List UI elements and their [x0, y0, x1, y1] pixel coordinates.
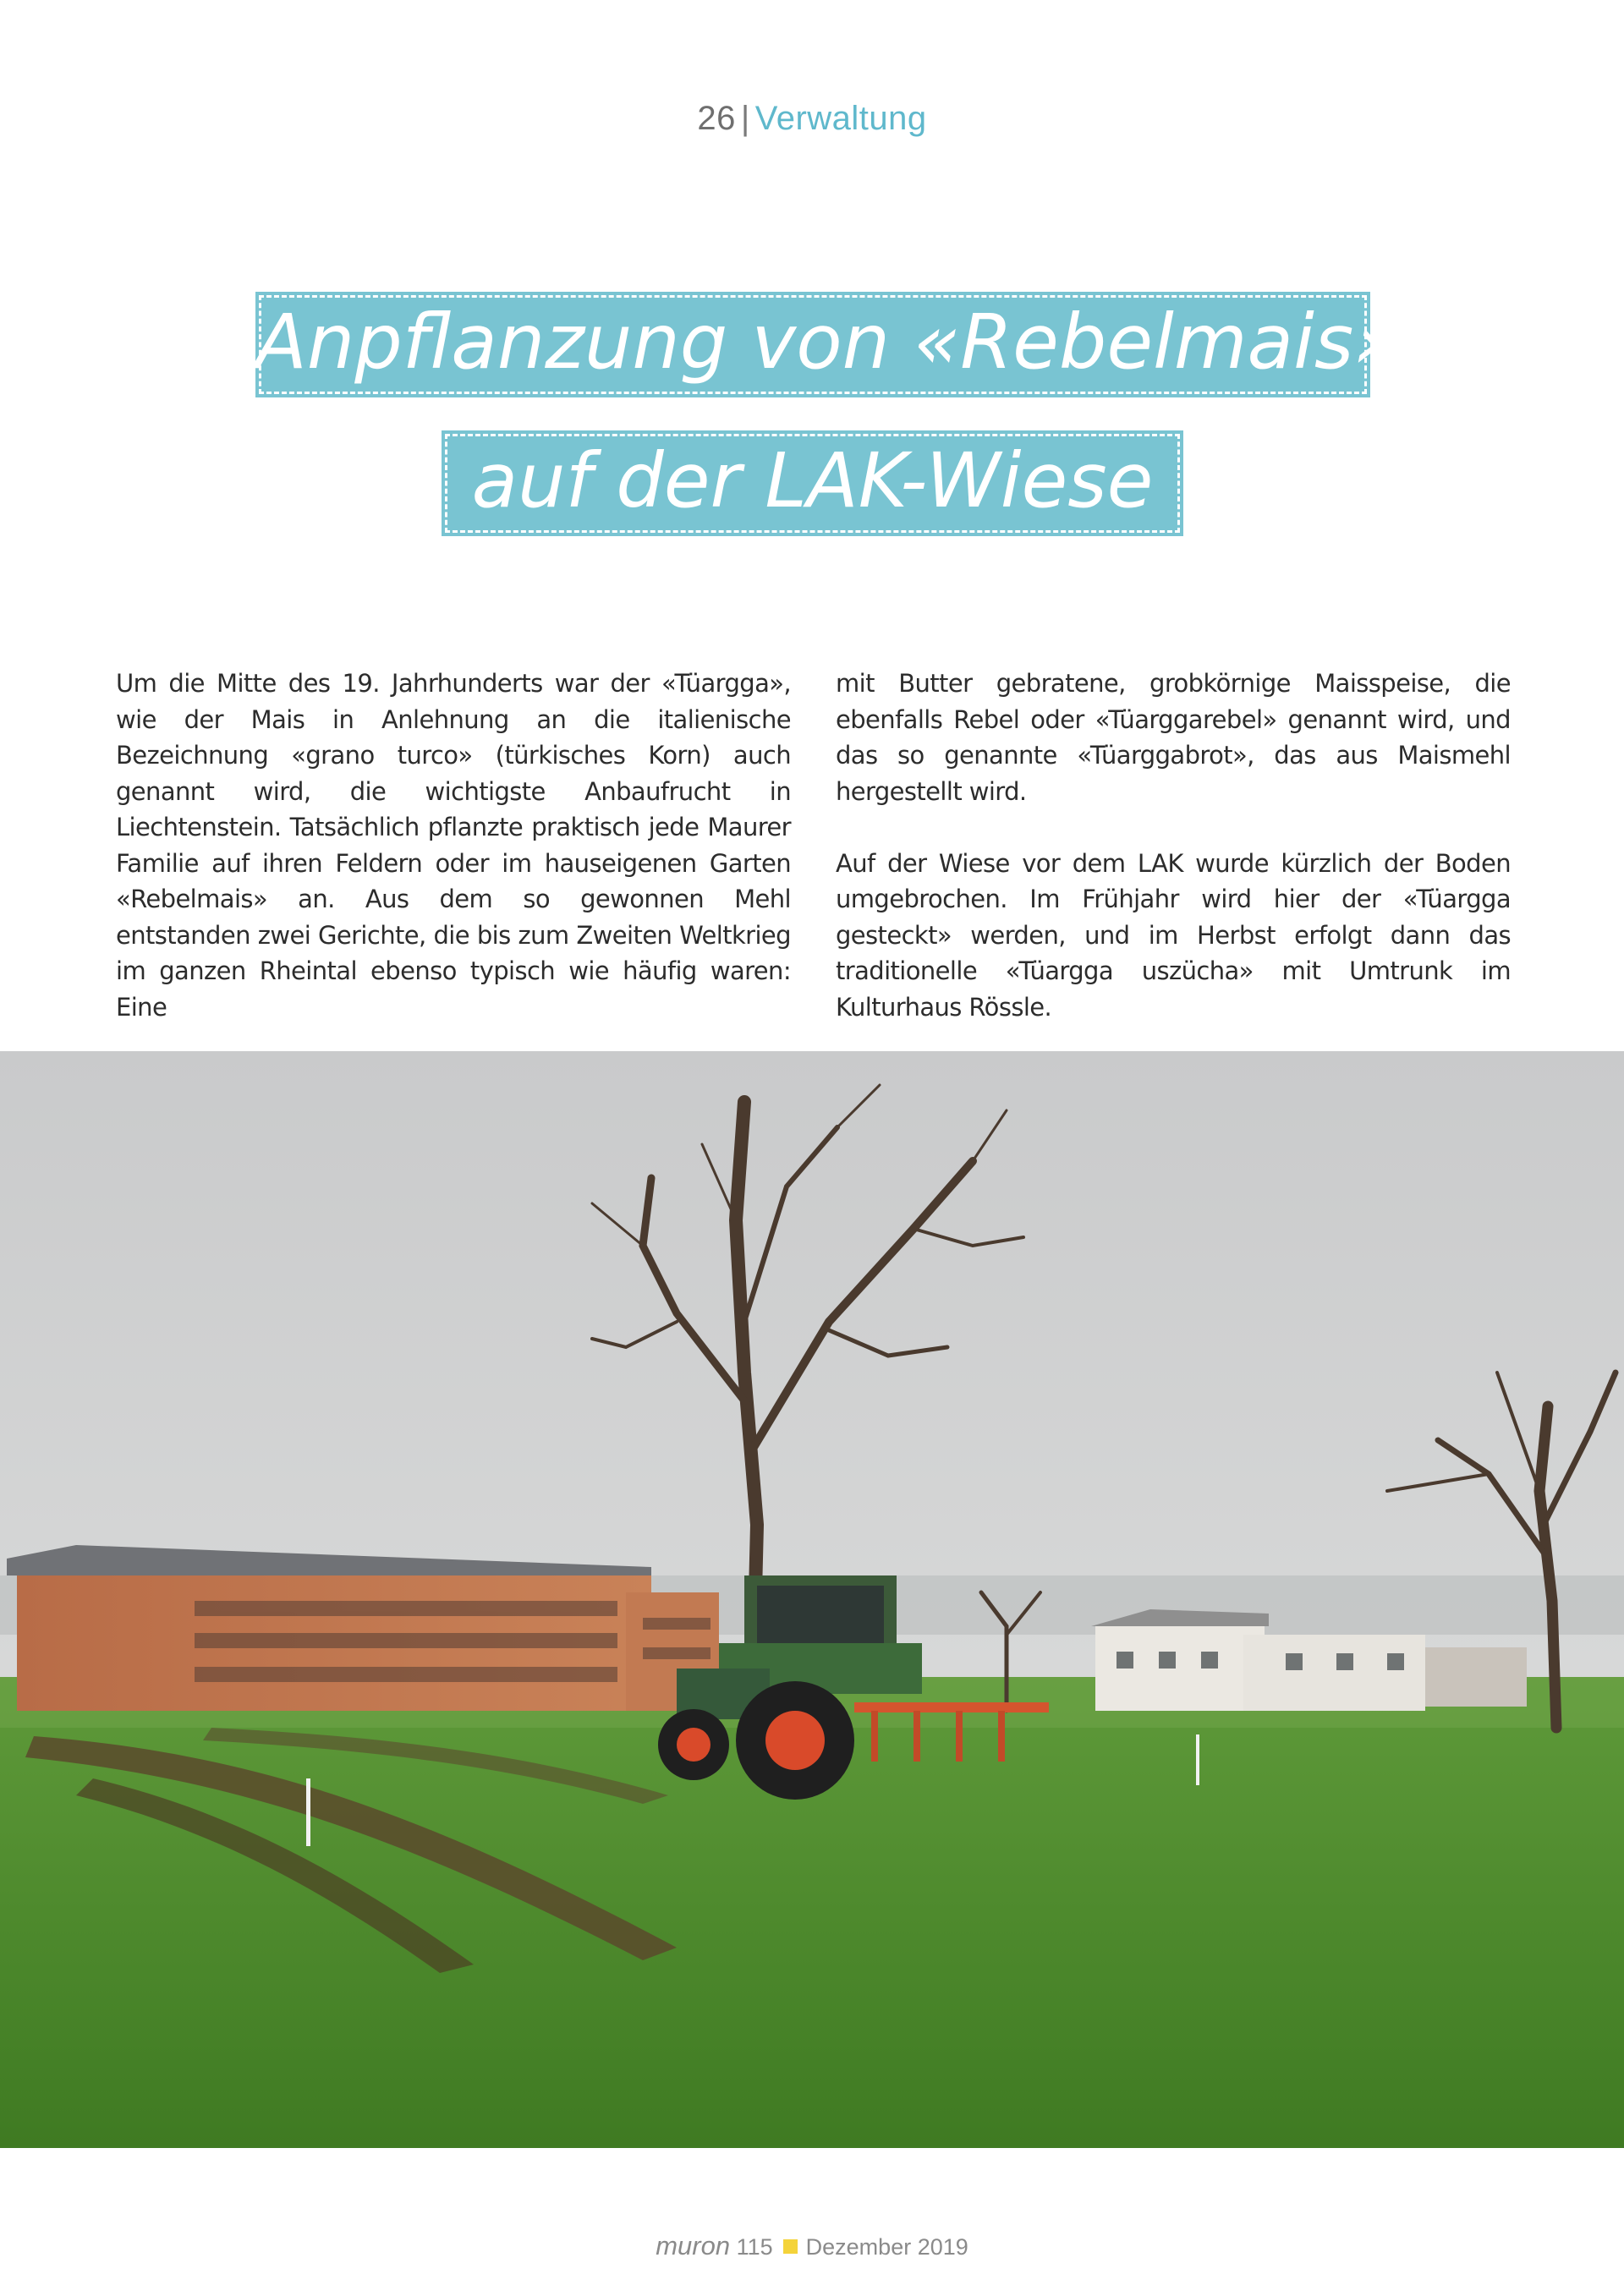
paragraph-right-1: mit Butter gebratene, grobkörnige Maisspeise, die ebenfalls Rebel oder «Tüarggarebel» genannt wird, und das so genannte «Tüarggabrot», das aus Maismehl hergestellt wird. — [836, 669, 1511, 806]
page-number: 26 — [697, 100, 736, 137]
tractor-field-photo — [0, 1051, 1624, 2148]
page-footer — [0, 2231, 1624, 2261]
article-title-line-2: auf der LAK-Wiese — [442, 430, 1183, 536]
paragraph-right-2: Auf der Wiese vor dem LAK wurde kürzlich der Boden umgebrochen. Im Frühjahr wird hier der «Tüargga gesteckt» werden, und im Herbst erfolgt dann das traditionelle «Tüargga uszücha» mit Umtrunk im Kulturhaus Rössle. — [836, 848, 1511, 1022]
article-column-left — [116, 666, 791, 1025]
magazine-name: muron — [656, 2231, 731, 2260]
paragraph-left: Um die Mitte des 19. Jahrhunderts war der «Tüargga», wie der Mais in Anlehnung an die italienische Bezeichnung «grano turco» (türkisches Korn) auch genannt wird, die wichtigste Anbaufrucht in Liechtenstein. Tatsächlich pflanzte praktisch jede Maurer Familie auf ihren Feldern oder im hauseigenen Garten «Rebelmais» an. Aus dem so gewonnen Mehl entstanden zwei Gerichte, die bis zum Zweiten Weltkrieg im ganzen Rheintal ebenso typisch wie häufig waren: Eine — [116, 669, 791, 1022]
issue-number: 115 — [736, 2234, 773, 2260]
article-column-right — [836, 666, 1511, 1025]
footer-square-icon — [783, 2239, 798, 2254]
header-separator: | — [740, 100, 750, 137]
article-title-line-1: Anpflanzung von «Rebelmais» — [255, 292, 1370, 397]
section-name: Verwaltung — [754, 100, 927, 137]
issue-date: Dezember 2019 — [805, 2234, 968, 2260]
article-photo — [0, 1051, 1624, 2148]
page-header — [0, 100, 1624, 138]
